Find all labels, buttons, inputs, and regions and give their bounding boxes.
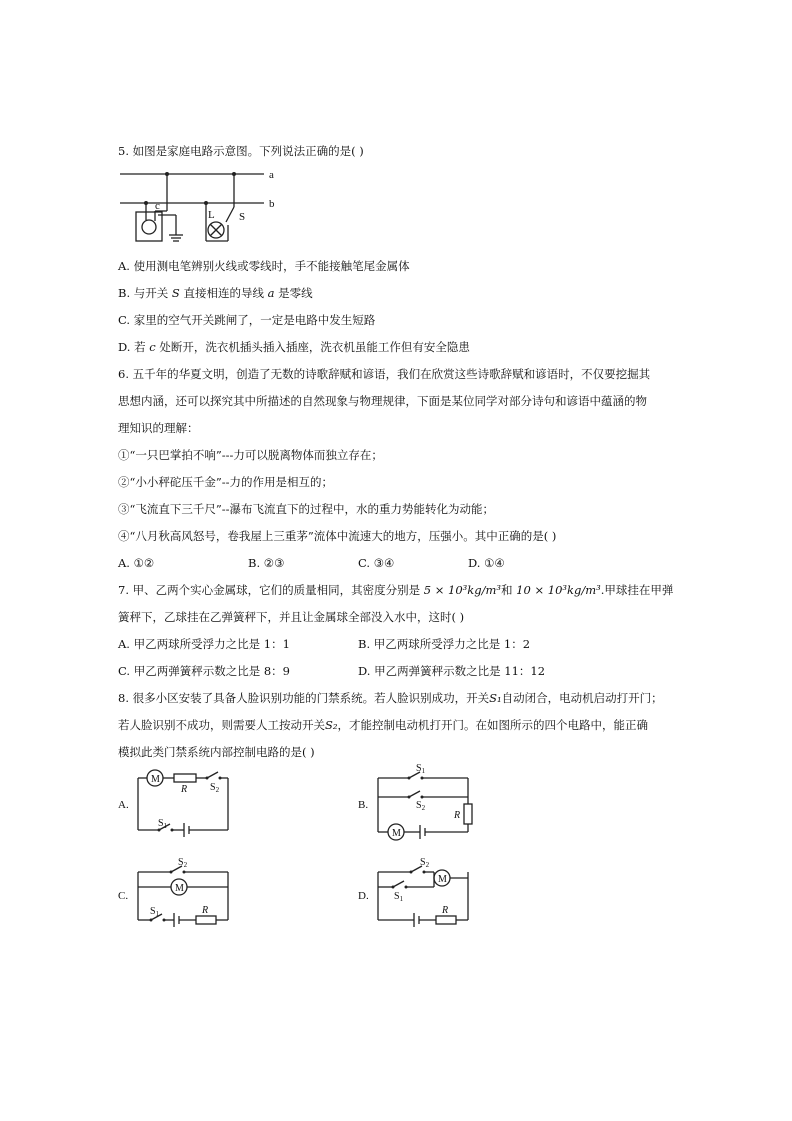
q6-item-3: ③“飞流直下三千尺”--瀑布飞流直下的过程中，水的重力势能转化为动能； [118, 502, 495, 516]
circuit-b-diagram [358, 763, 478, 842]
density-1: 5 × 10³kg/m³ [423, 583, 502, 597]
lamp-label: L [208, 209, 215, 221]
q8-line-3: 模拟此类门禁系统内部控制电路的是( ) [118, 745, 315, 759]
q6-option-b: B. ②③ [248, 556, 285, 570]
q6-line-1: 6. 五千年的华夏文明，创造了无数的诗歌辞赋和谚语，我们在欣赏这些诗歌辞赋和谚语时，不仅要挖掘其 [118, 367, 651, 381]
circuit-b-label: B. [358, 799, 369, 811]
circuit-d-resistor-label: R [442, 905, 449, 916]
circuit-d-s2-label: $S_2$ [420, 857, 430, 869]
circuit-d-motor: M [438, 874, 447, 885]
q5-stem: 5. 如图是家庭电路示意图。下列说法正确的是( ) [118, 144, 364, 158]
circuit-d-diagram [358, 857, 478, 932]
q7-line-2: 簧秤下，乙球挂在乙弹簧秤下，并且让金属球全部没入水中，这时( ) [118, 610, 465, 624]
q5-option-b: B. 与开关 S 直接相连的导线 a 是零线 [118, 286, 313, 300]
switch-s-label: S [239, 211, 246, 223]
circuit-c-s2-label: $S_2$ [178, 857, 188, 869]
circuit-b-motor: M [392, 828, 401, 839]
q6-item-2: ②“小小秤砣压千金”--力的作用是相互的； [118, 475, 334, 489]
circuit-c-s1-label: $S_1$ [150, 906, 160, 918]
q5-household-circuit-diagram [118, 165, 288, 245]
circuit-b-resistor-label: R [454, 810, 461, 821]
density-2: 10 × 10³kg/m³ [516, 583, 601, 597]
q7-line-1: 7. 甲、乙两个实心金属球，它们的质量相同，其密度分别是 5 × 10³kg/m³和 10 × 10³kg/m³.甲球挂在甲弹 [118, 583, 674, 597]
q6-line-3: 理知识的理解： [118, 421, 199, 435]
q6-item-1: ①“一只巴掌拍不响”---力可以脱离物体而独立存在； [118, 448, 383, 462]
circuit-b-s1-label: $S_1$ [416, 763, 426, 775]
circuit-a-motor: M [151, 774, 160, 785]
point-c-label: c [155, 200, 160, 212]
circuit-c-motor: M [175, 883, 184, 894]
line-a-label: a [269, 169, 274, 181]
q6-option-d: D. ①④ [468, 556, 505, 570]
circuit-d-label: D. [358, 890, 369, 902]
circuit-a-s2-label: $S_2$ [210, 782, 220, 794]
q7-option-b: B. 甲乙两球所受浮力之比是 1：2 [358, 637, 531, 651]
circuit-c-resistor-label: R [202, 905, 209, 916]
q6-option-c: C. ③④ [358, 556, 395, 570]
q8-line-2: 若人脸识别不成功，则需要人工按动开关S₂，才能控制电动机打开门。在如图所示的四个电路中，能正确 [118, 718, 648, 732]
circuit-a-resistor-label: R [181, 784, 188, 795]
q7-option-a: A. 甲乙两球所受浮力之比是 1：1 [118, 637, 290, 651]
q8-line-1: 8. 很多小区安装了具备人脸识别功能的门禁系统。若人脸识别成功，开关S₁自动闭合，电动机启动打开门； [118, 691, 663, 705]
circuit-c-diagram [118, 857, 238, 932]
q7-option-c: C. 甲乙两弹簧秤示数之比是 8：9 [118, 664, 290, 678]
circuit-c-label: C. [118, 890, 129, 902]
circuit-a-diagram [118, 768, 238, 838]
circuit-a-s1-label: $S_1$ [158, 818, 168, 830]
q5-option-d: D. 若 c 处断开，洗衣机插头插入插座，洗衣机虽能工作但有安全隐患 [118, 340, 470, 354]
q5-option-c: C. 家里的空气开关跳闸了，一定是电路中发生短路 [118, 313, 376, 327]
q6-item-4: ④“八月秋高风怒号，卷我屋上三重茅”流体中流速大的地方，压强小。其中正确的是( ) [118, 529, 557, 543]
circuit-d-s1-label: $S_1$ [394, 891, 404, 903]
q7-option-d: D. 甲乙两弹簧秤示数之比是 11：12 [358, 664, 546, 678]
circuit-a-label: A. [118, 799, 129, 811]
line-b-label: b [269, 198, 275, 210]
q5-option-a: A. 使用测电笔辨别火线或零线时，手不能接触笔尾金属体 [118, 259, 410, 273]
q6-option-a: A. ①② [118, 556, 155, 570]
q6-line-2: 思想内涵，还可以探究其中所描述的自然现象与物理规律，下面是某位同学对部分诗句和谚语中蕴涵的物 [118, 394, 647, 408]
circuit-b-s2-label: $S_2$ [416, 800, 426, 812]
